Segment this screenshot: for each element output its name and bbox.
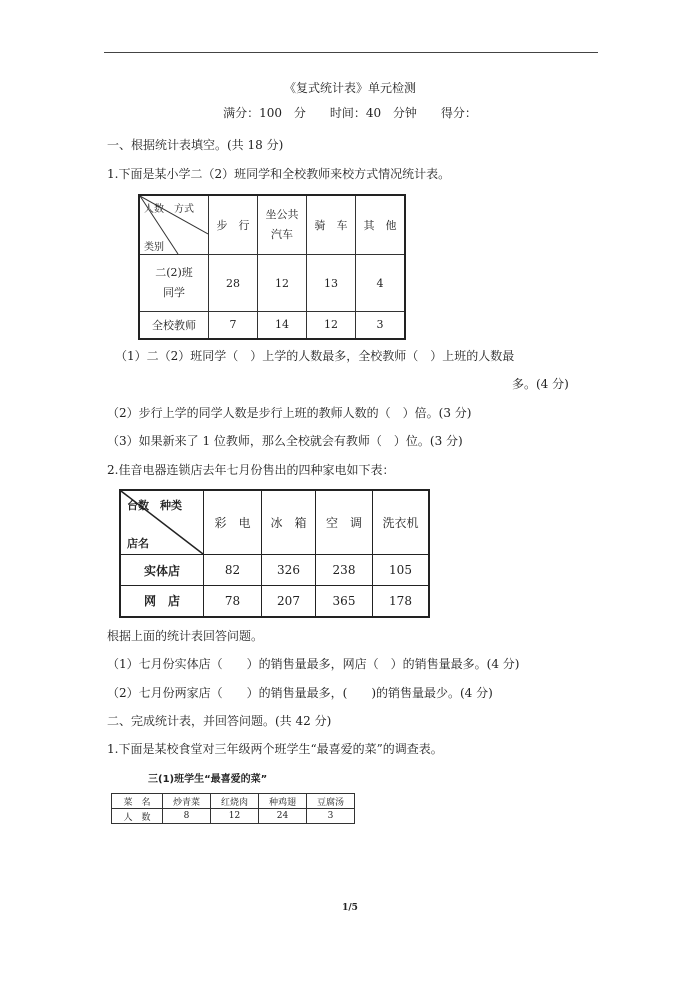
col-header-bus <box>258 195 307 255</box>
row-label-store: 实体店 <box>120 555 204 586</box>
cell: 14 <box>258 312 307 339</box>
cell: 82 <box>204 555 262 586</box>
cell: 178 <box>373 586 430 617</box>
col-header-ac: 空 调 <box>316 490 373 555</box>
corner-top-label: 台数 种类 <box>127 499 182 512</box>
col-header-bus-line1: 坐公共 <box>265 208 299 221</box>
row-label-class-line2: 同学 <box>163 286 185 299</box>
row-label-teachers: 全校教师 <box>139 312 209 339</box>
score-time-line: 满分：100 分 时间：40 分钟 得分： <box>223 106 477 120</box>
q1-sub3: （3）如果新来了 1 位教师，那么全校就会有教师（ ）位。(3 分) <box>107 434 463 448</box>
appliance-table <box>119 489 430 618</box>
cell: 4 <box>356 255 406 312</box>
row-label-online: 网 店 <box>120 586 204 617</box>
table-row <box>112 809 355 824</box>
cell: 24 <box>259 809 307 824</box>
q1-sub1-line2: 多。(4 分) <box>512 377 569 391</box>
row-label-class-line1: 二(2)班 <box>155 266 193 279</box>
table-row <box>120 586 429 617</box>
corner-bottom-label: 店名 <box>127 537 149 550</box>
cell: 326 <box>262 555 316 586</box>
dish-table-title: 三(1)班学生“最喜爱的菜” <box>148 774 268 785</box>
section1-heading: 一、根据统计表填空。(共 18 分) <box>107 138 284 152</box>
page-title: 《复式统计表》单元检测 <box>283 81 416 95</box>
corner-bottom-label: 类别 <box>144 242 164 253</box>
corner-cell <box>120 490 204 555</box>
row-label-count: 人 数 <box>112 809 163 824</box>
table-row <box>139 255 405 312</box>
q2-intro: 2.佳音电器连锁店去年七月份售出的四种家电如下表： <box>107 463 395 477</box>
cell: 3 <box>356 312 406 339</box>
col-header-tv: 彩 电 <box>204 490 262 555</box>
cell: 12 <box>211 809 259 824</box>
cell: 8 <box>163 809 211 824</box>
table-row <box>120 555 429 586</box>
cell: 7 <box>209 312 258 339</box>
row-label-class <box>139 255 209 312</box>
col-header-other: 其 他 <box>356 195 406 255</box>
col-header-washer: 洗衣机 <box>373 490 430 555</box>
cell: 28 <box>209 255 258 312</box>
q2-sub2: （2）七月份两家店（ ）的销售量最多，( )的销售量最少。(4 分) <box>107 686 493 700</box>
col-header-fridge: 冰 箱 <box>262 490 316 555</box>
cell: 3 <box>307 809 355 824</box>
page-number: 1/5 <box>342 903 358 913</box>
col-header-bike: 骑 车 <box>307 195 356 255</box>
q2-lead: 根据上面的统计表回答问题。 <box>107 629 264 643</box>
cell: 炒青菜 <box>163 794 211 809</box>
s2-q1-intro: 1.下面是某校食堂对三年级两个班学生“最喜爱的菜”的调查表。 <box>107 742 443 756</box>
transport-table <box>138 194 406 340</box>
table-row <box>139 312 405 339</box>
section2-heading: 二、完成统计表，并回答问题。(共 42 分) <box>107 714 332 728</box>
cell: 红烧肉 <box>211 794 259 809</box>
col-header-bus-line2: 汽车 <box>271 228 293 241</box>
cell: 种鸡翅 <box>259 794 307 809</box>
corner-cell <box>139 195 209 255</box>
col-header-walk: 步 行 <box>209 195 258 255</box>
top-rule <box>104 52 598 53</box>
q1-intro: 1.下面是某小学二（2）班同学和全校教师来校方式情况统计表。 <box>107 167 451 181</box>
cell: 13 <box>307 255 356 312</box>
q1-sub1-line1: （1）二（2）班同学（ ）上学的人数最多，全校教师（ ）上班的人数最 <box>115 349 515 363</box>
cell: 365 <box>316 586 373 617</box>
cell: 207 <box>262 586 316 617</box>
cell: 12 <box>307 312 356 339</box>
row-label-dish: 菜 名 <box>112 794 163 809</box>
cell: 238 <box>316 555 373 586</box>
cell: 105 <box>373 555 430 586</box>
dish-table <box>111 793 355 824</box>
cell: 12 <box>258 255 307 312</box>
cell: 豆腐汤 <box>307 794 355 809</box>
cell: 78 <box>204 586 262 617</box>
q2-sub1: （1）七月份实体店（ ）的销售量最多，网店（ ）的销售量最多。(4 分) <box>107 657 520 671</box>
q1-sub2: （2）步行上学的同学人数是步行上班的教师人数的（ ）倍。(3 分) <box>107 406 472 420</box>
table-row <box>112 794 355 809</box>
corner-top-label: 人数 方式 <box>144 204 194 215</box>
